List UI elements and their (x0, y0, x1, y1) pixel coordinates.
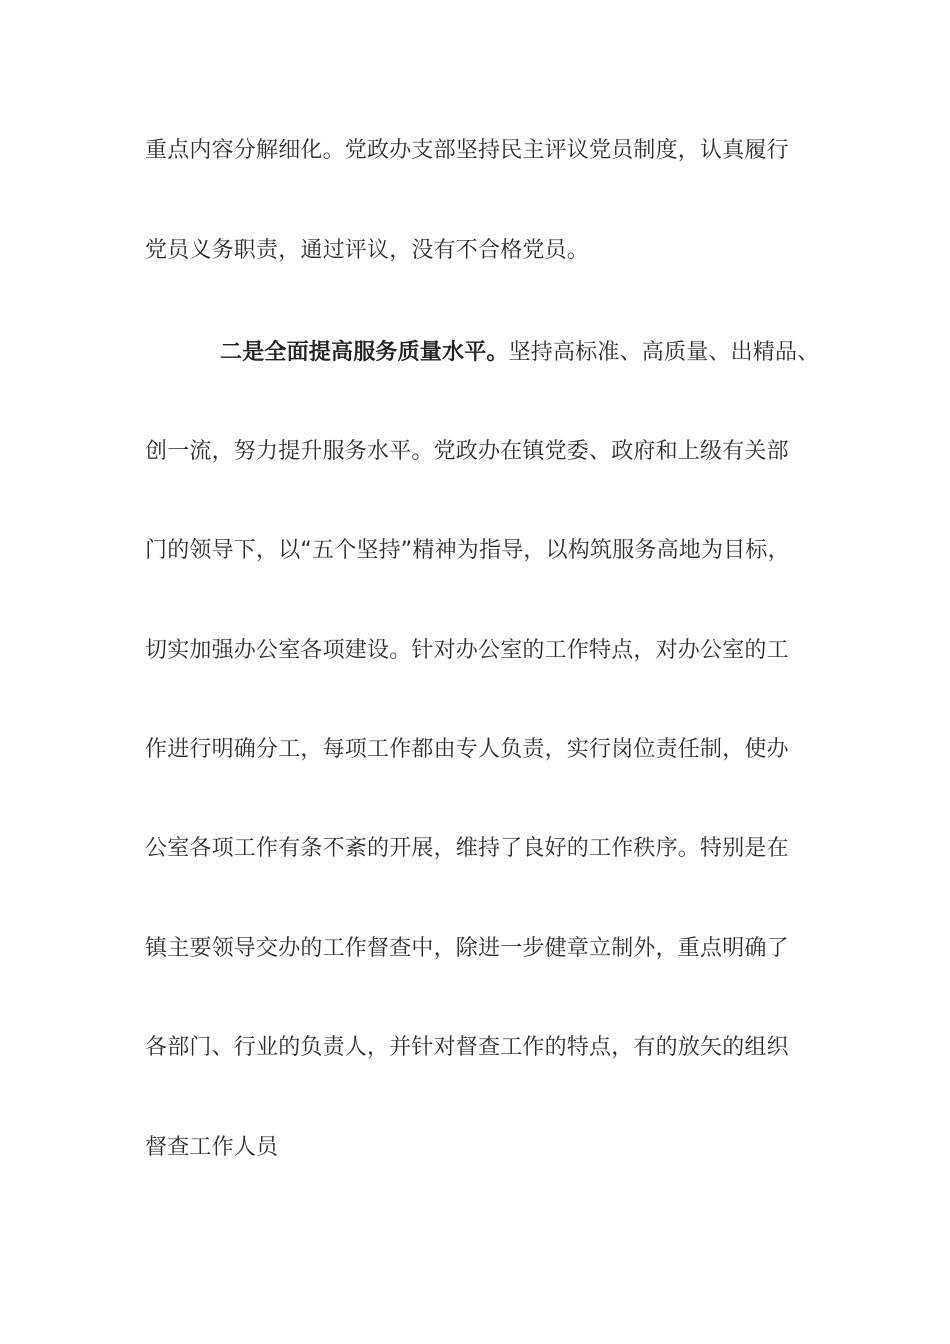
paragraph-text: 坚持高标准、高质量、出精品、 (508, 340, 820, 365)
paragraph-line: 重点内容分解细化。党政办支部坚持民主评议党员制度，认真履行 (145, 138, 789, 163)
paragraph-line: 各部门、行业的负责人，并针对督查工作的特点，有的放矢的组织 (145, 1035, 789, 1060)
paragraph-line: 切实加强办公室各项建设。针对办公室的工作特点，对办公室的工 (145, 638, 789, 663)
paragraph-line: 督查工作人员 (145, 1135, 279, 1160)
paragraph-line: 作进行明确分工，每项工作都由专人负责，实行岗位责任制，使办 (145, 737, 789, 762)
paragraph-line: 党员义务职责，通过评议，没有不合格党员。 (145, 238, 590, 263)
section-heading: 二是全面提高服务质量水平。 (220, 340, 509, 365)
paragraph-line: 镇主要领导交办的工作督查中，除进一步健章立制外，重点明确了 (145, 936, 789, 961)
paragraph-line: 公室各项工作有条不紊的开展，维持了良好的工作秩序。特别是在 (145, 836, 789, 861)
paragraph-line: 门的领导下，以“五个坚持”精神为指导，以构筑服务高地为目标， (145, 538, 790, 563)
paragraph-heading-line (220, 338, 819, 368)
paragraph-line: 创一流，努力提升服务水平。党政办在镇党委、政府和上级有关部 (145, 439, 789, 464)
